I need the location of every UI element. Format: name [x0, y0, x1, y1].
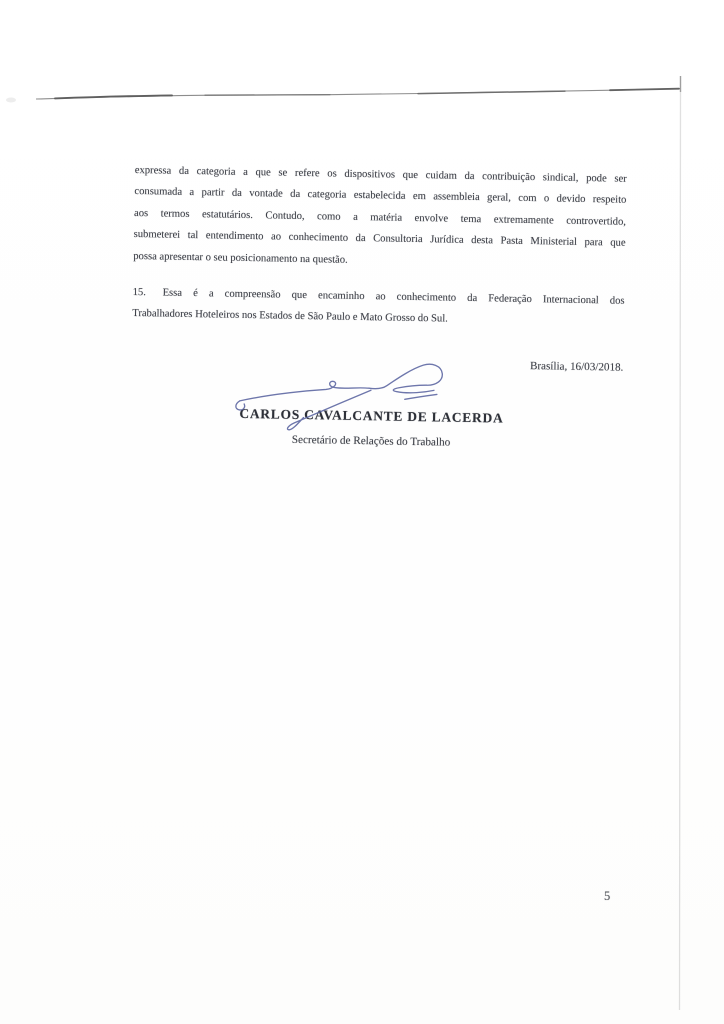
- scan-smudge: [6, 98, 16, 103]
- page-number: 5: [604, 889, 611, 903]
- paragraph-continuation: [133, 160, 627, 276]
- text-line: consumada a partir da vontade da categoria estabelecida em assembleia geral, com o devido respeito: [134, 186, 627, 207]
- top-scan-line-segment: [205, 95, 330, 96]
- text-line: Trabalhadores Hoteleiros nos Estados de São Paulo e Mato Grosso do Sul.: [132, 308, 448, 325]
- signer-name: CARLOS CAVALCANTE DE LACERDA: [239, 406, 504, 426]
- paragraph-number: 15.: [132, 286, 146, 299]
- document-body: [130, 160, 627, 454]
- text-line: possa apresentar o seu posicionamento na questão.: [133, 250, 348, 266]
- page-edge-line: [680, 92, 681, 1010]
- dateline: Brasília, 16/03/2018.: [529, 359, 624, 374]
- signer-title: Secretário de Relações do Trabalho: [291, 433, 451, 449]
- paragraph-item-15: [132, 282, 625, 334]
- top-scan-line-segment: [418, 91, 565, 94]
- text-line: aos termos estatutários. Contudo, como a matéria envolve tema extremamente controvertido,: [133, 207, 627, 228]
- text-line-content: Essa é a compreensão que encaminho ao conhecimento da Federação Internacional dos: [162, 287, 625, 307]
- signature-block: [130, 404, 613, 454]
- top-scan-line-dark-segment: [610, 89, 679, 91]
- top-scan-line: [36, 89, 681, 99]
- text-line: submeterei tal entendimento ao conhecimento da Consultoria Jurídica desta Pasta Ministerial para que: [133, 229, 626, 249]
- signature-flourish-dash: [405, 394, 437, 400]
- top-scan-line-dark-segment: [55, 95, 172, 98]
- text-line: expressa da categoria a que se refere os dispositivos que cuidam da contribuição sindical, pode ser: [134, 164, 627, 185]
